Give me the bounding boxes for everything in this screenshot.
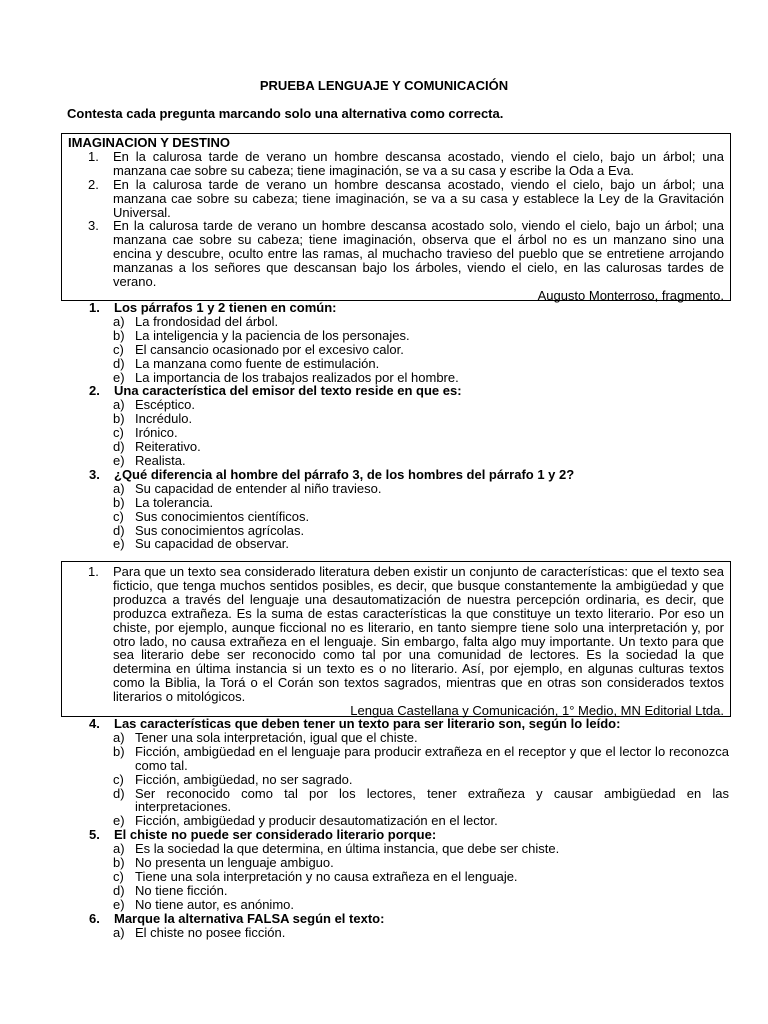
option-text: Sus conocimientos agrícolas.: [135, 522, 305, 538]
option-text: Ser reconocido como tal por los lectores, tener extrañeza y causar ambigüedad en las interpretaciones.: [135, 785, 729, 815]
option-text: El cansancio ocasionado por el excesivo calor.: [135, 341, 404, 357]
question-text: El chiste no puede ser considerado literario porque:: [114, 827, 437, 843]
option[interactable]: [89, 926, 729, 940]
option-letter: b): [113, 743, 125, 759]
option-text: Tener una sola interpretación, igual que el chiste.: [135, 729, 418, 745]
option[interactable]: [89, 524, 729, 538]
option-text: Sus conocimientos científicos.: [135, 508, 310, 524]
question-number: 5.: [89, 827, 100, 843]
option[interactable]: [89, 440, 729, 454]
option[interactable]: [89, 454, 729, 468]
option[interactable]: [89, 343, 729, 357]
question-text: Las características que deben tener un texto para ser literario son, según lo leído:: [114, 716, 621, 731]
text1-paragraph: [88, 150, 724, 178]
question-number: 1.: [89, 300, 100, 315]
option[interactable]: [89, 329, 729, 343]
option-letter: a): [113, 924, 125, 940]
option[interactable]: [89, 482, 729, 496]
option[interactable]: [89, 884, 729, 898]
paragraph-text: Para que un texto sea considerado literatura deben existir un conjunto de características: que el texto sea ficticio, que tenga muchos sentidos posibles, es decir, que busque constantemente la ambigüedad y que produzca a través del lenguaje una desautomatización de nuestra percepción ordinaria, es decir, que produzca extrañeza. Es la suma de estas características la que constituye un texto literario. Por eso un chiste, por ejemplo, aunque ficcional no es literario, en tanto siempre tiene solo una interpretación y, por otro lado, no causa extrañeza en el lenguaje. Sin embargo, falta algo muy importante. Un texto para que sea literario debe ser reconocido como tal por una comunidad de lectores. Es la sociedad la que determina en última instancia si un texto es o no literario. Así, por ejemplo, en algunas culturas textos como la Biblia, la Torá o el Corán son textos sagrados, mientras que en otras son considerados textos literarios o mitológicos.: [113, 564, 724, 705]
option[interactable]: [89, 510, 729, 524]
option[interactable]: [89, 426, 729, 440]
question-number: 4.: [89, 716, 100, 731]
text1-attribution: Augusto Monterroso, fragmento.: [537, 287, 724, 303]
option-text: No tiene ficción.: [135, 882, 228, 898]
option-text: Irónico.: [135, 425, 178, 441]
option[interactable]: [89, 745, 729, 773]
paragraph-text: En la calurosa tarde de verano un hombre descansa acostado, viendo el cielo, bajo un árbol; una manzana cae sobre su cabeza; tiene imaginación, se va a su casa y establece la Ley de la Gravitación Universal.: [113, 176, 724, 220]
question-block-1: [89, 301, 729, 551]
option[interactable]: [89, 371, 729, 385]
option-text: Tiene una sola interpretación y no causa extrañeza en el lenguaje.: [135, 868, 518, 884]
option-text: Es la sociedad la que determina, en última instancia, que debe ser chiste.: [135, 841, 560, 857]
option-text: Su capacidad de observar.: [135, 536, 289, 552]
text2-attribution: Lengua Castellana y Comunicación, 1° Medio, MN Editorial Ltda.: [350, 703, 724, 719]
option[interactable]: [89, 731, 729, 745]
question: [89, 301, 729, 384]
option[interactable]: [89, 856, 729, 870]
question: [89, 468, 729, 551]
option[interactable]: [89, 898, 729, 912]
option-text: Realista.: [135, 452, 186, 468]
option-letter: b): [113, 327, 125, 343]
option-letter: e): [113, 369, 125, 385]
option-letter: e): [113, 452, 125, 468]
option-letter: b): [113, 855, 125, 871]
option-text: La manzana como fuente de estimulación.: [135, 355, 380, 371]
paragraph-text: En la calurosa tarde de verano un hombre descansa acostado, viendo el cielo, bajo un árbol; una manzana cae sobre su cabeza; tiene imaginación, se va a su casa y escribe la Oda a Eva.: [113, 148, 724, 178]
question-block-2: [89, 717, 729, 940]
paragraph-number: 1.: [88, 564, 99, 579]
option[interactable]: [89, 537, 729, 551]
option-text: La frondosidad del árbol.: [135, 313, 279, 329]
question-number: 2.: [89, 383, 100, 399]
option[interactable]: [89, 315, 729, 329]
option-letter: c): [113, 868, 124, 884]
option-text: Reiterativo.: [135, 439, 201, 455]
page-title: PRUEBA LENGUAJE Y COMUNICACIÓN: [259, 78, 509, 93]
option-letter: a): [113, 480, 125, 496]
option-letter: d): [113, 785, 125, 801]
question: [89, 828, 729, 911]
text1-paragraph: [88, 178, 724, 220]
option[interactable]: [89, 398, 729, 412]
option-text: La tolerancia.: [135, 494, 214, 510]
option-letter: a): [113, 313, 125, 329]
paragraph-text: En la calurosa tarde de verano un hombre descansa acostado solo, viendo el cielo, bajo un árbol; una manzana cae sobre su cabeza; tiene imaginación, observa que el árbol no es un manzano sino una encina y descubre, oculto entre las ramas, al muchacho travieso del pueblo que se entretiene arrojando manzanas a los señores que descansan bajo los árboles, viendo el cielo, en las calurosas tardes de verano.: [113, 218, 724, 290]
option-text: No presenta un lenguaje ambiguo.: [135, 855, 334, 871]
paragraph-number: 1.: [88, 148, 99, 164]
option-letter: b): [113, 494, 125, 510]
text1-heading: IMAGINACION Y DESTINO: [68, 135, 231, 150]
option-letter: d): [113, 882, 125, 898]
question-number: 6.: [89, 910, 100, 926]
option-letter: c): [113, 508, 124, 524]
option-letter: c): [113, 771, 124, 787]
question: [89, 384, 729, 467]
option-letter: d): [113, 439, 125, 455]
reading-box-2: [61, 561, 731, 717]
option-text: El chiste no posee ficción.: [135, 924, 286, 940]
option-text: La importancia de los trabajos realizados por el hombre.: [135, 369, 459, 385]
option[interactable]: [89, 787, 729, 815]
question-text: Los párrafos 1 y 2 tienen en común:: [114, 300, 337, 315]
option[interactable]: [89, 773, 729, 787]
instructions: Contesta cada pregunta marcando solo una alternativa como correcta.: [67, 106, 504, 121]
option-text: Su capacidad de entender al niño travieso.: [135, 480, 382, 496]
question-text: Una característica del emisor del texto reside en que es:: [114, 383, 462, 399]
paragraph-number: 3.: [88, 218, 99, 234]
option-letter: d): [113, 522, 125, 538]
question-text: Marque la alternativa FALSA según el texto:: [114, 910, 385, 926]
option-text: No tiene autor, es anónimo.: [135, 896, 294, 912]
option-text: Escéptico.: [135, 397, 195, 413]
option[interactable]: [89, 357, 729, 371]
paragraph-number: 2.: [88, 176, 99, 192]
question: [89, 912, 729, 940]
option-text: Ficción, ambigüedad y producir desautomatización en el lector.: [135, 813, 498, 829]
option[interactable]: [89, 412, 729, 426]
option-letter: e): [113, 536, 125, 552]
option-letter: e): [113, 896, 125, 912]
reading-box-1: [61, 133, 731, 301]
option-letter: c): [113, 425, 124, 441]
option-letter: b): [113, 411, 125, 427]
option[interactable]: [89, 870, 729, 884]
question: [89, 717, 729, 828]
option[interactable]: [89, 842, 729, 856]
option-text: Ficción, ambigüedad, no ser sagrado.: [135, 771, 353, 787]
option-letter: e): [113, 813, 125, 829]
option[interactable]: [89, 496, 729, 510]
option-text: Ficción, ambigüedad en el lenguaje para producir extrañeza en el receptor y que el lector lo reconozca como tal.: [135, 743, 729, 773]
text1-paragraph: [88, 219, 724, 289]
question-text: ¿Qué diferencia al hombre del párrafo 3, de los hombres del párrafo 1 y 2?: [114, 466, 575, 482]
option-letter: a): [113, 841, 125, 857]
option-letter: d): [113, 355, 125, 371]
option-letter: c): [113, 341, 124, 357]
option-text: La inteligencia y la paciencia de los personajes.: [135, 327, 410, 343]
option[interactable]: [89, 814, 729, 828]
text2-paragraph: [88, 565, 724, 704]
option-text: Incrédulo.: [135, 411, 193, 427]
question-number: 3.: [89, 466, 100, 482]
option-letter: a): [113, 729, 125, 745]
option-letter: a): [113, 397, 125, 413]
